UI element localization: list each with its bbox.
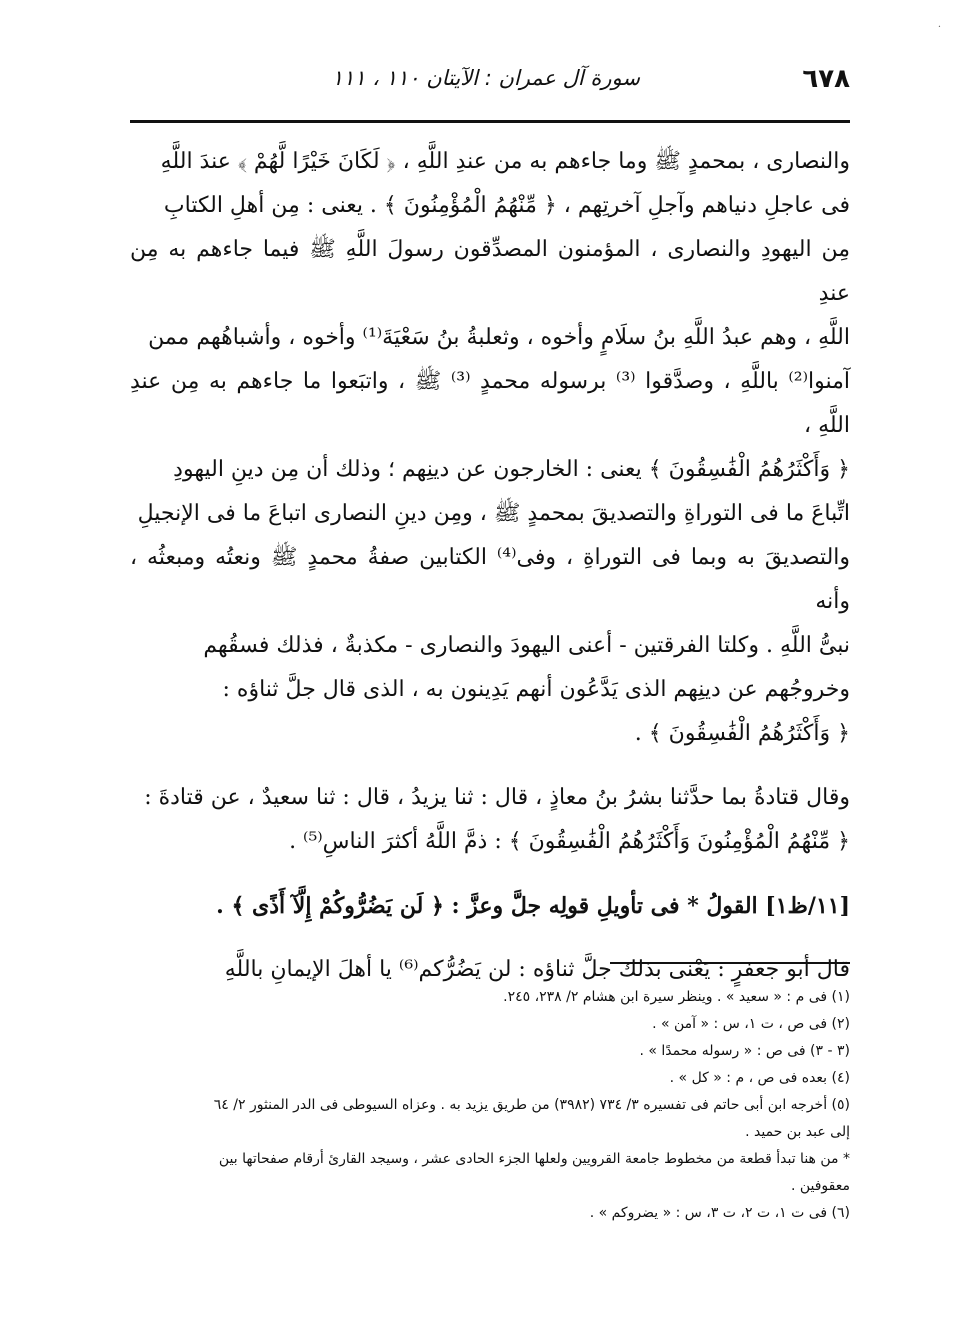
text-line: ﴿ وَأَكْثَرُهُمُ الْفَٰسِقُونَ ﴾ . bbox=[634, 721, 850, 746]
footnote: معقوفين . bbox=[790, 1178, 850, 1194]
footnote-rule bbox=[610, 962, 850, 964]
footnote: (٤) بعده فى ص ، م : « كل » . bbox=[669, 1070, 850, 1086]
page-header bbox=[130, 60, 850, 104]
text-line: قال أبو جعفرٍ : يَعْنى بذلك جلَّ ثناؤه : لن يَضُرُّكم⁽⁶⁾ يا أهلَ الإيمانِ باللَّهِ bbox=[224, 957, 850, 982]
footnote: إلى عبد بن حميد . bbox=[745, 1124, 850, 1140]
text-line: وقال قتادةُ بما حدَّثنا بشرُ بنُ معاذٍ ، قال : ثنا يزيدُ ، قال : ثنا سعيدٌ ، عن قتادةَ : bbox=[144, 785, 850, 810]
footnote: (٥) أخرجه ابن أبى حاتم فى تفسيره ٣/ ٧٣٤ (٣٩٨٢) من طريق يزيد به . وعزاه السيوطى فى الدر المنثور ٢/ ٦٤ bbox=[213, 1097, 850, 1113]
text-line: اتِّباعَ ما فى التوراةِ والتصديقَ بمحمدٍ ﷺ ، ومِن دينِ النصارى اتباعَ ما فى الإنجيلِ bbox=[137, 501, 850, 526]
text-line: ﴿ وَأَكْثَرُهُمُ الْفَٰسِقُونَ ﴾ يعنى : الخارجون عن دينِهم ؛ وذلك أن مِن دينِ اليهودِ bbox=[173, 457, 850, 482]
text-line: اللَّهِ ، وهم عبدُ اللَّهِ بنُ سلَامٍ وأخوه ، وثعلبةُ بنُ سَعْيَةَ⁽¹⁾ وأخوه ، وأشباهُهم ممن bbox=[148, 325, 850, 350]
footnote: (٢) فى ص ، ت ١، س : « آمن » . bbox=[652, 1016, 850, 1032]
text-line: وخروجُهم عن دينِهم الذى يَدَّعُون أنهم يَدِينون به ، الذى قال جلَّ ثناؤه : bbox=[222, 677, 850, 702]
text-line: ﴿ مِّنْهُمُ الْمُؤْمِنُونَ وَأَكْثَرُهُمُ الْفَٰسِقُونَ ﴾ : ذمَّ اللَّهُ أكثرَ الناسِ⁽⁵⁾ . bbox=[289, 829, 850, 854]
text-line: آمنوا⁽²⁾ باللَّهِ ، وصدَّقوا ⁽³⁾ برسوله محمدٍ ⁽³⁾ ﷺ ، واتبَعوا ما جاءهم به مِن عندِ اللَّهِ ، bbox=[130, 369, 850, 438]
text-line: نبىُّ اللَّهِ . وكلتا الفرقتين - أعنى اليهودَ والنصارى - مكذبةٌ ، فذلك فسقُهم bbox=[203, 633, 850, 658]
text-line: مِن اليهودِ والنصارى ، المؤمنون المصدِّقون رسولَ اللَّهِ ﷺ فيما جاءهم به مِن عندِ bbox=[130, 237, 850, 306]
corner-mark: · bbox=[937, 22, 941, 33]
footnote: * من هنا تبدأ قطعة من مخطوط جامعة القرويين ولعلها الجزء الحادى عشر ، وسيجد القارئ أرقام صفحاتها بين bbox=[218, 1151, 850, 1167]
text-line: والتصديقَ به وبما فى التوراةِ ، وفى⁽⁴⁾ الكتابين صفةُ محمدٍ ﷺ ونعتُه ومبعثُه ، وأنه bbox=[130, 545, 851, 614]
footnote: (٣ - ٣) فى ص : « رسوله محمدًا » . bbox=[639, 1043, 850, 1059]
section-heading: [١١/ظ١] القولُ * فى تأويلِ قولِه جلَّ وعزَّ : ﴿ لَن يَضُرُّوكُمْ إِلَّآ أَذًى ﴾ . bbox=[216, 893, 850, 919]
page-number: ٦٧٨ bbox=[802, 64, 850, 94]
footnote: (١) فى م : « سعيد » . وينظر سيرة ابن هشام ٢/ ٢٣٨، ٢٤٥. bbox=[503, 989, 850, 1005]
footnote: (٦) فى ت ١، ت ٢، ت ٣، س : « يضروكم » . bbox=[589, 1205, 850, 1221]
header-rule bbox=[130, 120, 850, 123]
main-text bbox=[130, 140, 850, 992]
text-line: فى عاجلِ دنياهم وآجلِ آخرتِهم ، ﴿ مِّنْهُمُ الْمُؤْمِنُونَ ﴾ . يعنى : مِن أهلِ الكتابِ bbox=[163, 193, 850, 218]
footnotes bbox=[130, 984, 850, 1227]
running-title: سورة آل عمران : الآيتان ١١٠ ، ١١١ bbox=[331, 66, 640, 90]
text-line: والنصارى ، بمحمدٍ ﷺ وما جاءهم به من عندِ اللَّهِ ، ﴿ لَكَانَ خَيْرًا لَّهُمْ ﴾ عندَ اللَّهِ bbox=[160, 149, 850, 174]
